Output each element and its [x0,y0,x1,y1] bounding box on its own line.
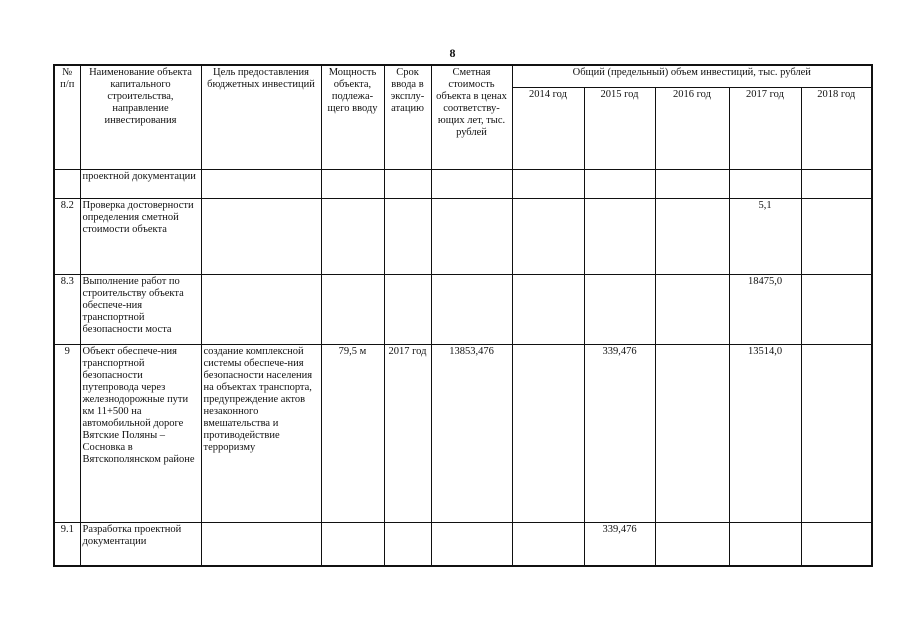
header-cost: Сметная стоимость объекта в ценах соответству-ющих лет, тыс. рублей [431,65,512,169]
cell-2018 [801,344,872,522]
page-number: 8 [449,46,456,60]
cell-capacity [321,198,384,274]
cell-2017 [729,522,801,566]
cell-2014 [512,274,584,344]
cell-2017: 13514,0 [729,344,801,522]
table-row [54,274,872,344]
cell-2015: 339,476 [584,522,655,566]
cell-goal [201,198,321,274]
cell-num: 9.1 [54,522,80,566]
cell-goal [201,522,321,566]
cell-2015: 339,476 [584,344,655,522]
header-goal: Цель предоставления бюджетных инвестиций [201,65,321,169]
cell-2015 [584,274,655,344]
investment-table [53,64,873,567]
cell-2014 [512,344,584,522]
cell-capacity: 79,5 м [321,344,384,522]
cell-2016 [655,274,729,344]
cell-2014 [512,169,584,198]
header-capacity: Мощность объекта, подлежа-щего вводу [321,65,384,169]
table-row [54,522,872,566]
cell-cost [431,522,512,566]
cell-capacity [321,522,384,566]
header-year-2018: 2018 год [801,87,872,169]
cell-name: Объект обеспече-ния транспортной безопасности путепровода через железнодорожные пути км 11+500 на автомобильной дороге Вятские Поляны – Сосновка в Вятскополянском районе [80,344,201,522]
cell-num [54,169,80,198]
header-year-2014: 2014 год [512,87,584,169]
cell-2016 [655,344,729,522]
cell-2016 [655,522,729,566]
header-total: Общий (предельный) объем инвестиций, тыс. рублей [512,65,872,87]
cell-num: 8.2 [54,198,80,274]
table-row [54,344,872,522]
cell-name: Выполнение работ по строительству объекта обеспече-ния транспортной безопасности моста [80,274,201,344]
cell-2014 [512,522,584,566]
cell-term [384,274,431,344]
table-row [54,198,872,274]
header-year-2017: 2017 год [729,87,801,169]
cell-2017: 5,1 [729,198,801,274]
cell-capacity [321,169,384,198]
cell-cost: 13853,476 [431,344,512,522]
cell-2018 [801,198,872,274]
cell-name: проектной документации [80,169,201,198]
cell-2018 [801,169,872,198]
header-name: Наименование объекта капитального строительства, направление инвестирования [80,65,201,169]
cell-term [384,522,431,566]
header-num: № п/п [54,65,80,169]
cell-2018 [801,522,872,566]
cell-term [384,169,431,198]
cell-capacity [321,274,384,344]
header-year-2015: 2015 год [584,87,655,169]
cell-num: 9 [54,344,80,522]
header-term: Срок ввода в эксплу-атацию [384,65,431,169]
cell-2016 [655,169,729,198]
cell-name: Разработка проектной документации [80,522,201,566]
cell-cost [431,274,512,344]
cell-2017 [729,169,801,198]
cell-num: 8.3 [54,274,80,344]
cell-goal [201,274,321,344]
cell-2018 [801,274,872,344]
cell-2015 [584,169,655,198]
cell-cost [431,198,512,274]
header-year-2016: 2016 год [655,87,729,169]
table-row [54,169,872,198]
cell-cost [431,169,512,198]
cell-2014 [512,198,584,274]
cell-2015 [584,198,655,274]
cell-goal [201,169,321,198]
cell-term [384,198,431,274]
cell-term: 2017 год [384,344,431,522]
cell-2016 [655,198,729,274]
cell-name: Проверка достоверности определения сметной стоимости объекта [80,198,201,274]
cell-goal: создание комплексной системы обеспече-ния безопасности населения на объектах транспорта, предупреждение актов незаконного вмешательства и противодействие терроризму [201,344,321,522]
cell-2017: 18475,0 [729,274,801,344]
